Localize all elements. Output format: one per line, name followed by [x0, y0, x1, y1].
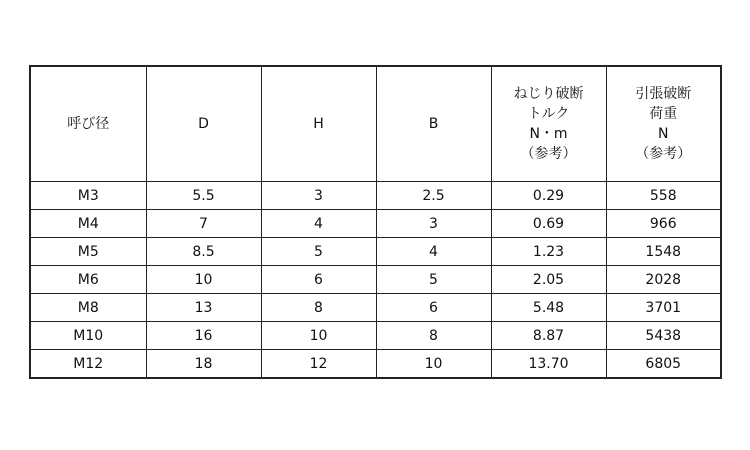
table-cell: 10	[261, 322, 376, 350]
spec-table-container	[29, 65, 722, 379]
table-cell: 5.48	[491, 294, 606, 322]
table-cell: 966	[606, 210, 721, 238]
table-cell: 5	[376, 266, 491, 294]
table-cell: 4	[376, 238, 491, 266]
header-nominal-diameter: 呼び径	[30, 66, 146, 182]
header-h: H	[261, 66, 376, 182]
table-cell: 3	[261, 182, 376, 210]
table-cell: 8	[376, 322, 491, 350]
spec-table	[29, 65, 722, 379]
table-cell: 5438	[606, 322, 721, 350]
table-row	[30, 266, 721, 294]
header-b: B	[376, 66, 491, 182]
table-cell: 10	[146, 266, 261, 294]
table-cell: 0.29	[491, 182, 606, 210]
table-cell: 0.69	[491, 210, 606, 238]
table-cell: M5	[30, 238, 146, 266]
table-cell: 10	[376, 350, 491, 379]
table-cell: M12	[30, 350, 146, 379]
table-row	[30, 350, 721, 379]
table-cell: 1548	[606, 238, 721, 266]
table-row	[30, 238, 721, 266]
table-cell: 8	[261, 294, 376, 322]
table-cell: 4	[261, 210, 376, 238]
table-cell: 1.23	[491, 238, 606, 266]
table-cell: 12	[261, 350, 376, 379]
table-cell: 6805	[606, 350, 721, 379]
header-d: D	[146, 66, 261, 182]
table-cell: M3	[30, 182, 146, 210]
table-cell: 13	[146, 294, 261, 322]
table-row	[30, 210, 721, 238]
table-cell: 7	[146, 210, 261, 238]
table-cell: 2028	[606, 266, 721, 294]
table-cell: M8	[30, 294, 146, 322]
table-cell: M4	[30, 210, 146, 238]
header-row	[30, 66, 721, 182]
table-cell: 16	[146, 322, 261, 350]
table-cell: 3701	[606, 294, 721, 322]
table-cell: 2.05	[491, 266, 606, 294]
table-cell: 13.70	[491, 350, 606, 379]
table-row	[30, 294, 721, 322]
table-cell: 2.5	[376, 182, 491, 210]
header-tensile-load: 引張破断 荷重 N （参考）	[606, 66, 721, 182]
table-cell: 8.87	[491, 322, 606, 350]
table-cell: 3	[376, 210, 491, 238]
table-cell: M6	[30, 266, 146, 294]
table-cell: 18	[146, 350, 261, 379]
table-row	[30, 322, 721, 350]
table-cell: 6	[376, 294, 491, 322]
table-cell: 5.5	[146, 182, 261, 210]
table-row	[30, 182, 721, 210]
table-cell: 5	[261, 238, 376, 266]
table-cell: M10	[30, 322, 146, 350]
table-cell: 8.5	[146, 238, 261, 266]
header-torsional-torque: ねじり破断 トルク N・m （参考）	[491, 66, 606, 182]
table-cell: 558	[606, 182, 721, 210]
table-cell: 6	[261, 266, 376, 294]
